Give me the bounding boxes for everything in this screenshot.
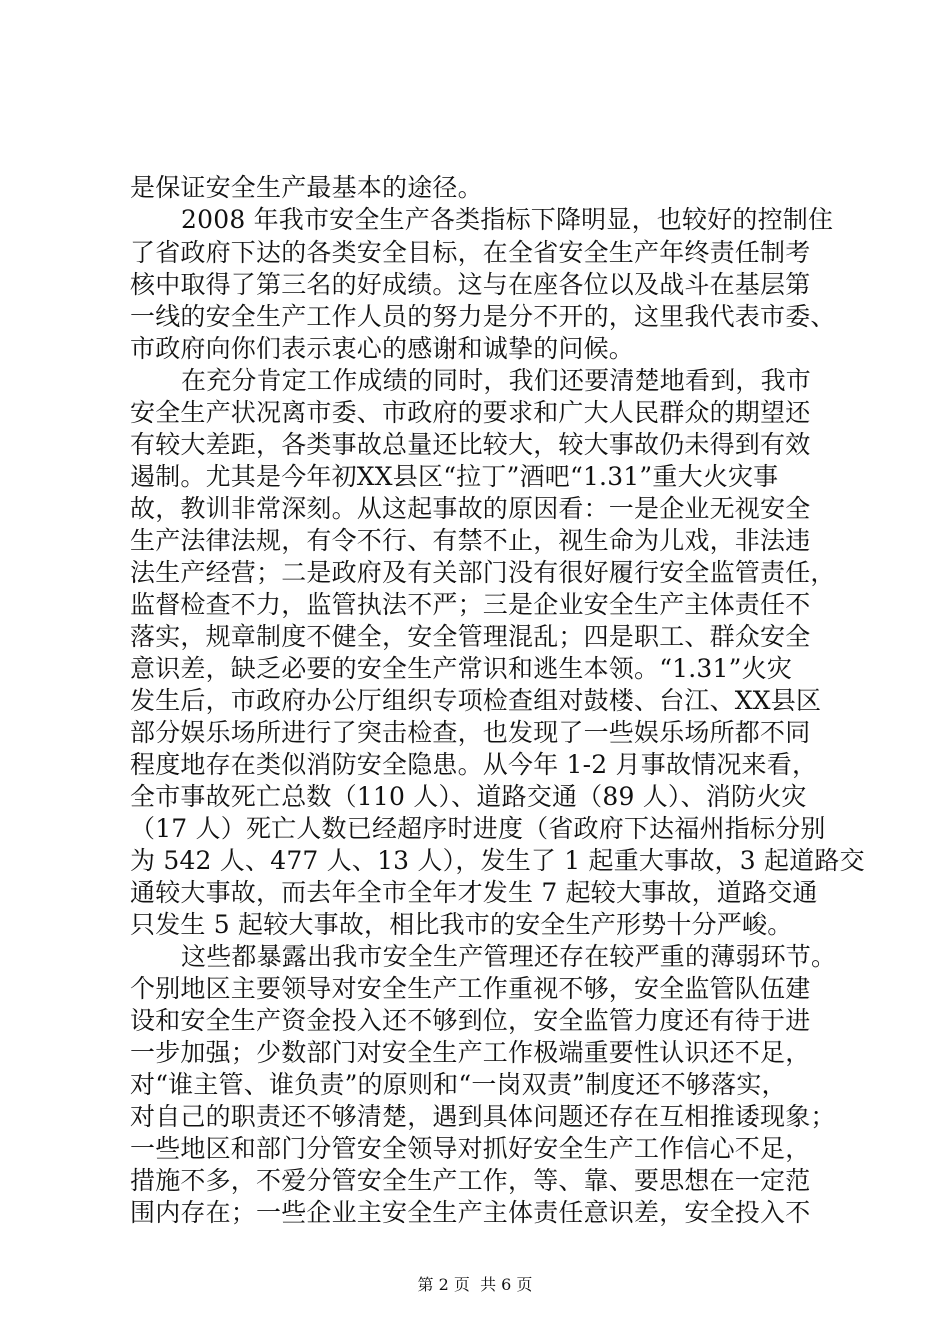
text-line: 一些地区和部门分管安全领导对抓好安全生产工作信心不足， bbox=[130, 1134, 811, 1163]
text-line: 市政府向你们表示衷心的感谢和诚挚的问候。 bbox=[130, 334, 635, 363]
text-line: 落实，规章制度不健全，安全管理混乱；四是职工、群众安全 bbox=[130, 622, 811, 651]
text-line: 有较大差距，各类事故总量还比较大，较大事故仍未得到有效 bbox=[130, 430, 811, 459]
text-line: 监督检查不力，监管执法不严；三是企业安全生产主体责任不 bbox=[130, 590, 811, 619]
page-number-footer: 第 2 页 共 6 页 bbox=[417, 1275, 533, 1294]
text-line: 只发生 5 起较大事故，相比我市的安全生产形势十分严峻。 bbox=[130, 910, 793, 939]
text-line: 对自己的职责还不够清楚，遇到具体问题还存在互相推诿现象； bbox=[130, 1102, 836, 1131]
text-line: 一步加强；少数部门对安全生产工作极端重要性认识还不足， bbox=[130, 1038, 811, 1067]
text-line: 核中取得了第三名的好成绩。这与在座各位以及战斗在基层第 bbox=[130, 270, 811, 299]
text-line: 设和安全生产资金投入还不够到位，安全监管力度还有待于进 bbox=[130, 1006, 811, 1035]
text-line: 对“谁主管、谁负责”的原则和“一岗双责”制度还不够落实， bbox=[130, 1070, 787, 1099]
text-line: 个别地区主要领导对安全生产工作重视不够，安全监管队伍建 bbox=[130, 974, 811, 1003]
text-line: 一线的安全生产工作人员的努力是分不开的，这里我代表市委、 bbox=[130, 302, 836, 331]
text-line: （17 人）死亡人数已经超序时进度（省政府下达福州指标分别 bbox=[130, 814, 826, 843]
text-line: 围内存在；一些企业主安全生产主体责任意识差，安全投入不 bbox=[130, 1198, 811, 1227]
text-line: 安全生产状况离市委、市政府的要求和广大人民群众的期望还 bbox=[130, 398, 811, 427]
text-line: 部分娱乐场所进行了突击检查，也发现了一些娱乐场所都不同 bbox=[130, 718, 811, 747]
paragraph-start-line: 这些都暴露出我市安全生产管理还存在较严重的薄弱环节。 bbox=[181, 942, 837, 971]
text-line: 通较大事故，而去年全市全年才发生 7 起较大事故，道路交通 bbox=[130, 878, 818, 907]
text-line: 遏制。尤其是今年初XX县区“拉丁”酒吧“1.31”重大火灾事 bbox=[130, 462, 779, 491]
text-line: 法生产经营；二是政府及有关部门没有很好履行安全监管责任， bbox=[130, 558, 836, 587]
text-line: 措施不多，不爱分管安全生产工作，等、靠、要思想在一定范 bbox=[130, 1166, 811, 1195]
paragraph-start-line: 2008 年我市安全生产各类指标下降明显，也较好的控制住 bbox=[181, 205, 834, 234]
text-line: 发生后，市政府办公厅组织专项检查组对鼓楼、台江、XX县区 bbox=[130, 686, 822, 715]
text-line: 全市事故死亡总数（110 人）、道路交通（89 人）、消防火灾 bbox=[130, 782, 807, 811]
paragraph-start-line: 在充分肯定工作成绩的同时，我们还要清楚地看到，我市 bbox=[181, 366, 812, 395]
text-line: 为 542 人、477 人、13 人），发生了 1 起重大事故，3 起道路交 bbox=[130, 846, 865, 875]
text-line: 了省政府下达的各类安全目标，在全省安全生产年终责任制考 bbox=[130, 238, 811, 267]
text-line: 程度地存在类似消防安全隐患。从今年 1-2 月事故情况来看， bbox=[130, 750, 818, 779]
text-line: 故，教训非常深刻。从这起事故的原因看：一是企业无视安全 bbox=[130, 494, 811, 523]
text-line: 意识差，缺乏必要的安全生产常识和逃生本领。“1.31”火灾 bbox=[130, 654, 793, 683]
text-line: 是保证安全生产最基本的途径。 bbox=[130, 173, 483, 202]
text-line: 生产法律法规，有令不行、有禁不止，视生命为儿戏，非法违 bbox=[130, 526, 811, 555]
